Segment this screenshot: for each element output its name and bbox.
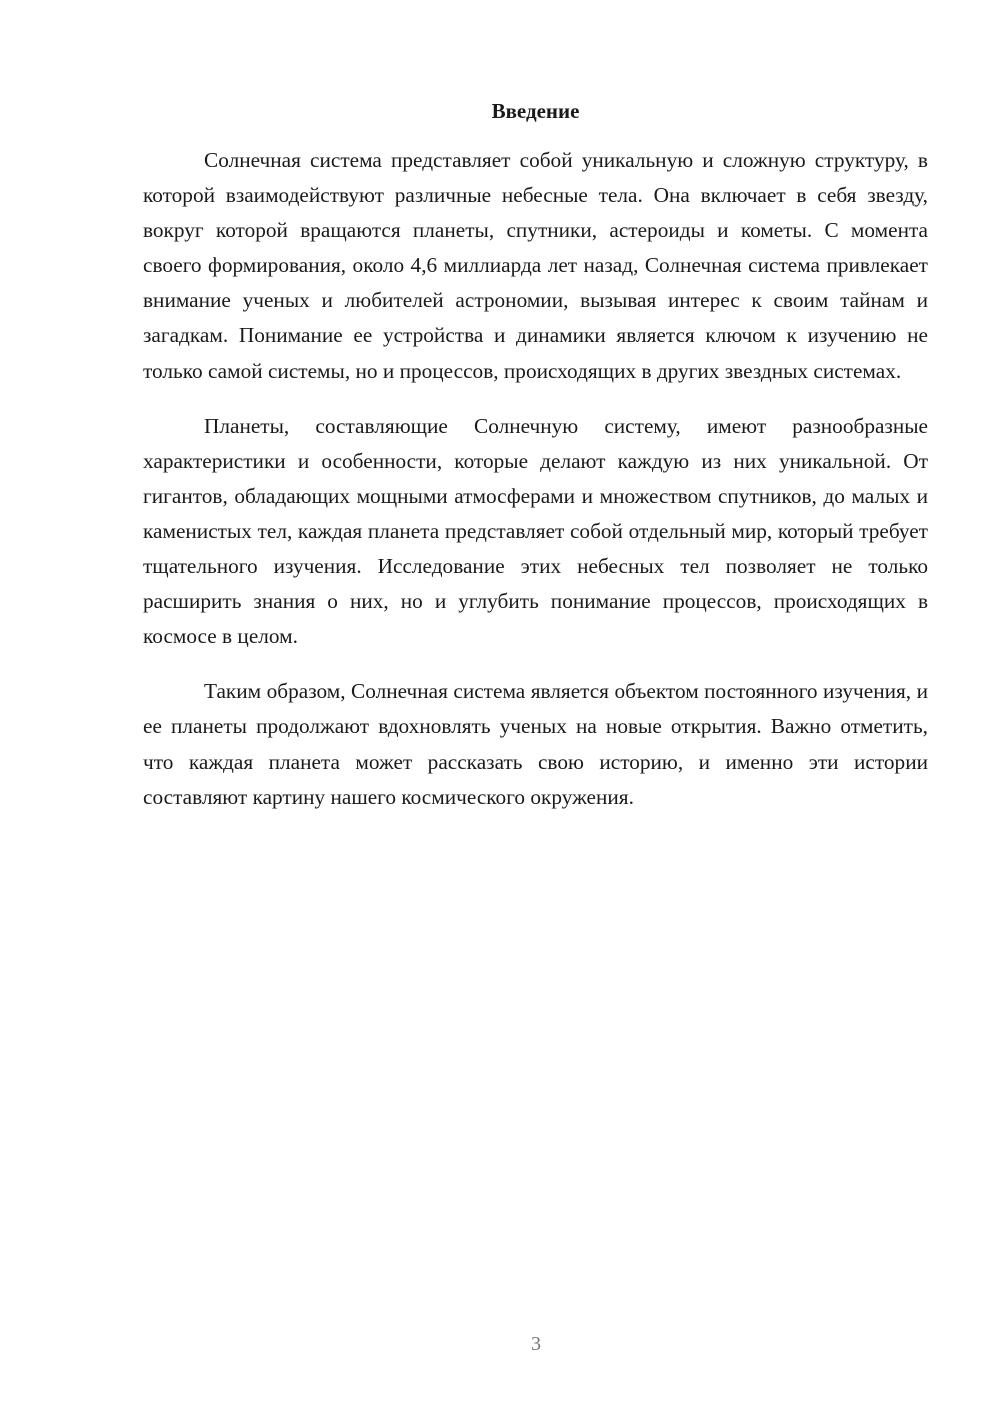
paragraph-1: Солнечная система представляет собой уникальную и сложную структуру, в которой взаимодействуют различные небесные тела. Она включает в себя звезду, вокруг которой вращаются планеты, спутники, астероиды и кометы. С момента своего формирования, около 4,6 миллиарда лет назад, Солнечная система привлекает внимание ученых и любителей астрономии, вызывая интерес к своим тайнам и загадкам. Понимание ее устройства и динамики является ключом к изучению не только самой системы, но и процессов, происходящих в других звездных системах. [143, 148, 928, 383]
section-heading: Введение [491, 99, 580, 123]
page-number: 3 [531, 1333, 541, 1355]
paragraph-2: Планеты, составляющие Солнечную систему, имеют разнообразные характеристики и особенности, которые делают каждую из них уникальной. От гигантов, обладающих мощными атмосферами и множеством спутников, до малых и каменистых тел, каждая планета представляет собой отдельный мир, который требует тщательного изучения. Исследование этих небесных тел позволяет не только расширить знания о них, но и углубить понимание процессов, происходящих в космосе в целом. [143, 413, 928, 649]
paragraph-3: Таким образом, Солнечная система является объектом постоянного изучения, и ее планеты продолжают вдохновлять ученых на новые открытия. Важно отметить, что каждая планета может рассказать свою историю, и именно эти истории составляют картину нашего космического окружения. [143, 679, 928, 809]
page-content [143, 95, 928, 835]
